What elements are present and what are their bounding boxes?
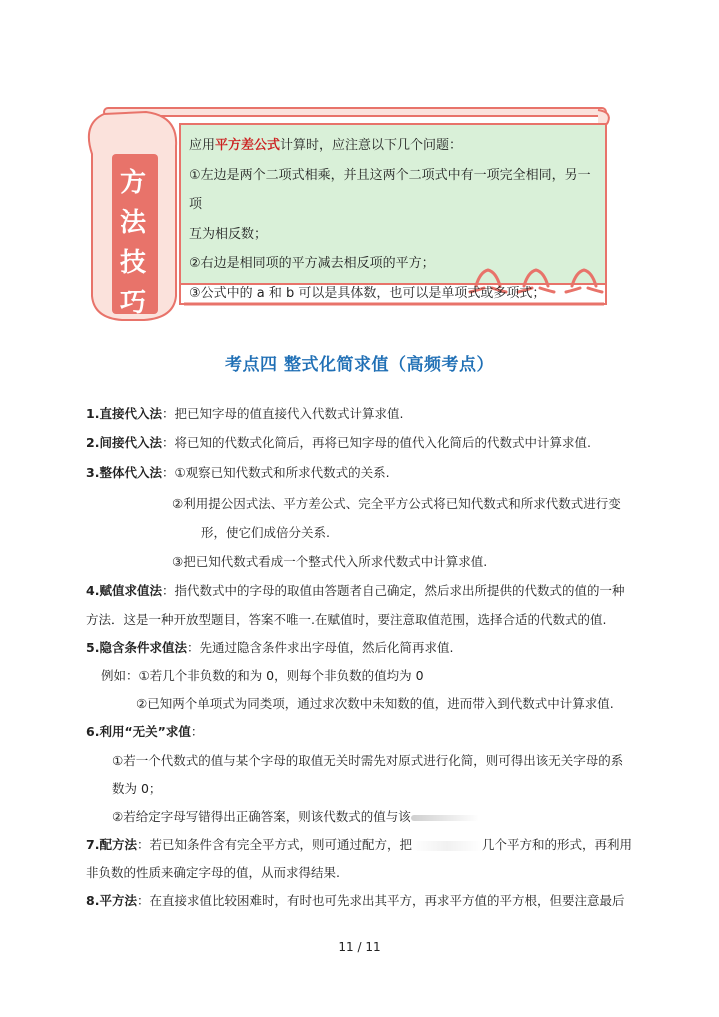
line-1: 1.直接代入法：把已知字母的值直接代入代数式计算求值. (86, 406, 404, 421)
line-6c: 数为 0； (112, 781, 162, 796)
line-3c: 形，使它们成倍分关系. (201, 525, 330, 540)
line-8: 8.平方法：在直接求值比较困难时，有时也可先求出其平方，再求平方值的平方根，但要注意最后 (86, 893, 625, 908)
intro-post: 计算时，应注意以下几个问题： (280, 138, 463, 153)
line-5: 5.隐含条件求值法：先通过隐含条件求出字母值，然后化简再求值. (86, 640, 454, 655)
title-char: 技 (119, 248, 146, 278)
title-char: 巧 (119, 288, 146, 318)
title-char: 法 (119, 208, 146, 238)
intro-highlight: 平方差公式 (215, 138, 281, 153)
line-3: 3.整体代入法：①观察已知代数式和所求代数式的关系. (86, 465, 390, 480)
line-7: 7.配方法：若已知条件含有完全平方式，则可通过配方，把 几个平方和的形式，再利用 (86, 837, 632, 852)
method-item: ②右边是相同项的平方减去相反项的平方； (189, 256, 435, 271)
line-4: 4.赋值求值法：指代数式中的字母的取值由答题者自己确定，然后求出所提供的代数式的值的一种 (86, 583, 625, 598)
method-intro (189, 131, 599, 161)
line-4b: 方法．这是一种开放型题目，答案不唯一.在赋值时，要注意取值范围，选择合适的代数式的值. (86, 612, 607, 627)
redacted-fade (411, 815, 479, 821)
line-5b: 例如：①若几个非负数的和为 0，则每个非负数的值均为 0 (101, 668, 424, 683)
line-6b: ①若一个代数式的值与某个字母的取值无关时需先对原式进行化简，则可得出该无关字母的系 (112, 753, 624, 768)
method-item: ①左边是两个二项式相乘，并且这两个二项式中有一项完全相同，另一项 (189, 167, 591, 212)
page-number: 11 / 11 (338, 940, 381, 954)
title-char: 方 (119, 168, 146, 198)
method-tips-text (189, 131, 599, 308)
redacted-fade (412, 841, 482, 851)
line-2: 2.间接代入法：将已知的代数式化简后，再将已知字母的值代入化简后的代数式中计算求值. (86, 435, 591, 450)
line-3d: ③把已知代数式看成一个整式代入所求代数式中计算求值. (172, 554, 488, 569)
line-7b: 非负数的性质来确定字母的值，从而求得结果. (86, 865, 340, 880)
section-title: 考点四 整式化简求值（高频考点） (225, 355, 494, 375)
method-item: ③公式中的 a 和 b 可以是具体数，也可以是单项式或多项式； (189, 285, 546, 301)
line-6d: ②若给定字母写错得出正确答案，则该代数式的值与该 (112, 807, 479, 825)
line-5c: ②已知两个单项式为同类项，通过求次数中未知数的值，进而带入到代数式中计算求值. (136, 696, 614, 711)
line-3b: ②利用提公因式法、平方差公式、完全平方公式将已知代数式和所求代数式进行变 (172, 496, 621, 511)
method-title-vertical (113, 163, 153, 323)
intro-pre: 应用 (189, 138, 216, 153)
method-item: 互为相反数； (189, 226, 268, 242)
line-6: 6.利用“无关”求值： (86, 724, 204, 739)
